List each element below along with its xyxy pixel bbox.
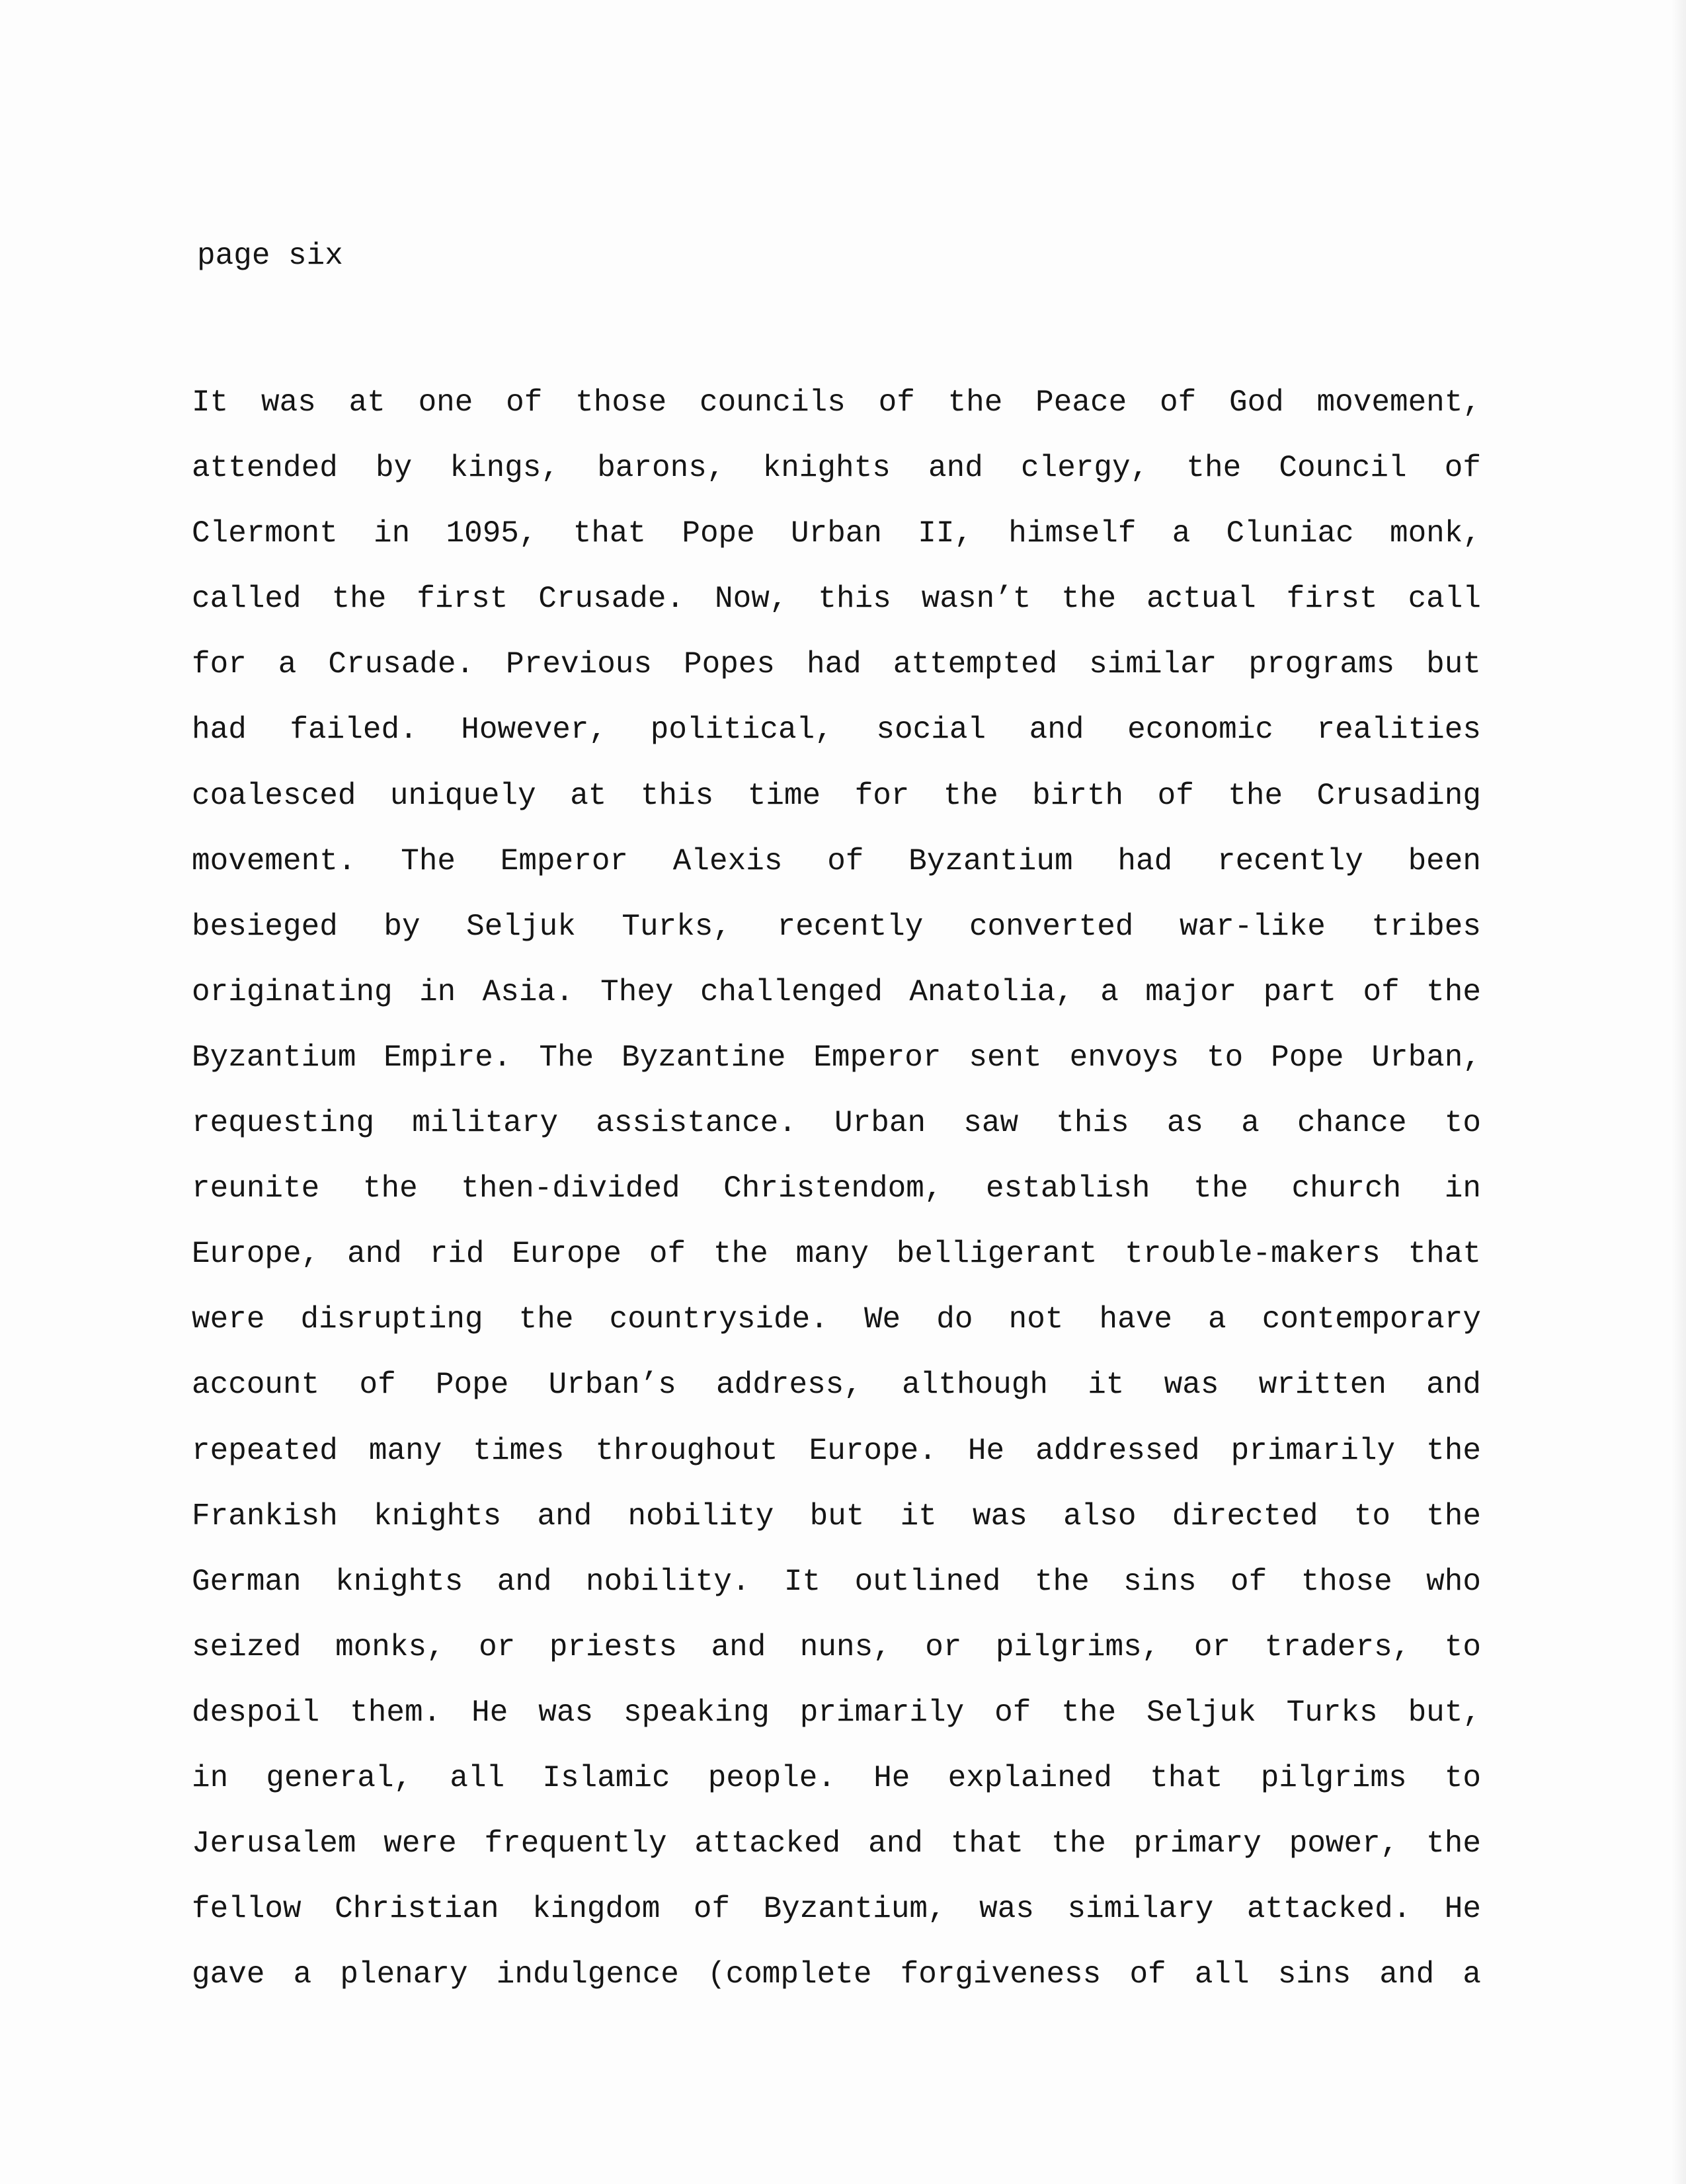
text-line: fellow Christian kingdom of Byzantium, was similary attacked. He <box>192 1892 1481 1927</box>
text-line: despoil them. He was speaking primarily of the Seljuk Turks but, <box>192 1695 1481 1730</box>
text-line: Jerusalem were frequently attacked and that the primary power, the <box>192 1826 1481 1861</box>
body-text <box>192 370 1481 2008</box>
text-line: repeated many times throughout Europe. He addressed primarily the <box>192 1433 1481 1468</box>
text-line: were disrupting the countryside. We do not have a contemporary <box>192 1302 1481 1337</box>
text-line: attended by kings, barons, knights and clergy, the Council of <box>192 451 1481 486</box>
text-line: requesting military assistance. Urban saw this as a chance to <box>192 1106 1481 1141</box>
text-line: Europe, and rid Europe of the many belligerant trouble-makers that <box>192 1237 1481 1272</box>
text-line: Frankish knights and nobility but it was also directed to the <box>192 1499 1481 1534</box>
text-line: besieged by Seljuk Turks, recently converted war-like tribes <box>192 909 1481 944</box>
text-line: had failed. However, political, social and economic realities <box>192 713 1481 748</box>
text-line: called the first Crusade. Now, this wasn’t the actual first call <box>192 582 1481 617</box>
text-line: German knights and nobility. It outlined the sins of those who <box>192 1564 1481 1599</box>
page-edge-shadow <box>1671 0 1686 2184</box>
text-line: reunite the then-divided Christendom, establish the church in <box>192 1171 1481 1206</box>
text-line: coalesced uniquely at this time for the birth of the Crusading <box>192 778 1481 813</box>
text-line: for a Crusade. Previous Popes had attempted similar programs but <box>192 647 1481 682</box>
text-line: originating in Asia. They challenged Anatolia, a major part of the <box>192 974 1481 1009</box>
text-line: movement. The Emperor Alexis of Byzantium had recently been <box>192 843 1481 878</box>
text-line: account of Pope Urban’s address, although it was written and <box>192 1368 1481 1403</box>
page-label: page six <box>197 239 343 273</box>
text-line: seized monks, or priests and nuns, or pilgrims, or traders, to <box>192 1629 1481 1664</box>
text-line: It was at one of those councils of the Peace of God movement, <box>192 385 1481 420</box>
text-line: gave a plenary indulgence (complete forgiveness of all sins and a <box>192 1957 1481 1992</box>
text-line: in general, all Islamic people. He explained that pilgrims to <box>192 1760 1481 1795</box>
text-line: Byzantium Empire. The Byzantine Emperor sent envoys to Pope Urban, <box>192 1040 1481 1075</box>
text-line: Clermont in 1095, that Pope Urban II, himself a Cluniac monk, <box>192 516 1481 551</box>
